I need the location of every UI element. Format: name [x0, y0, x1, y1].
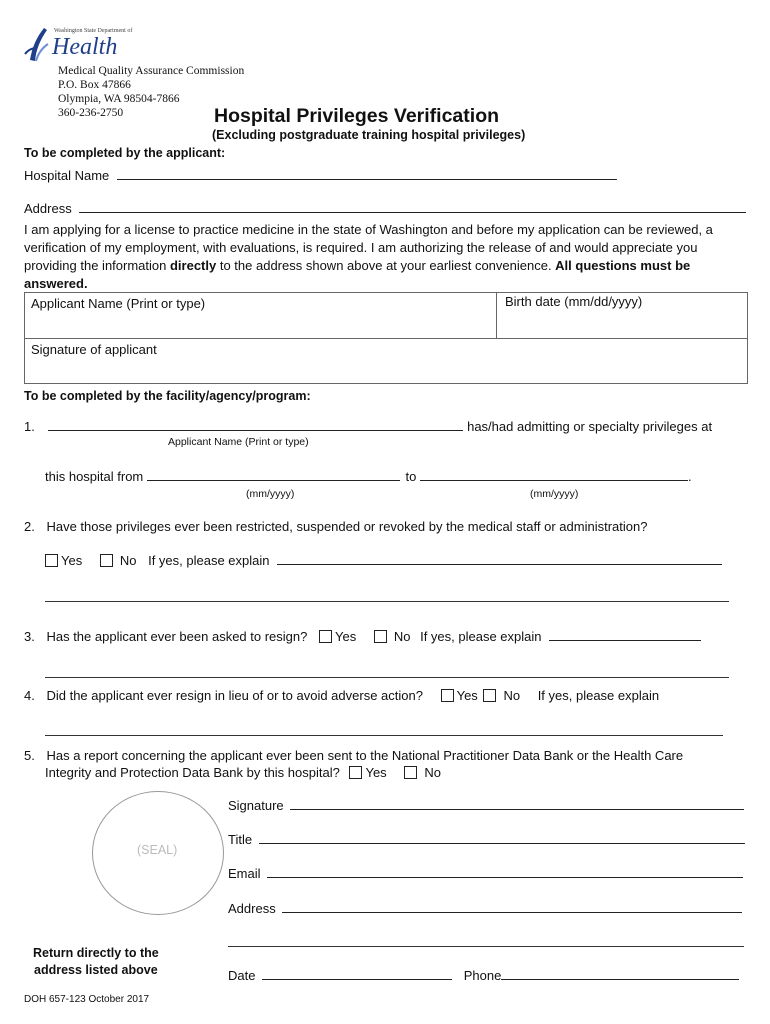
- q3-explain-line-2[interactable]: [45, 677, 729, 678]
- q2-yes-checkbox[interactable]: [45, 554, 58, 567]
- q3-explain-field[interactable]: [549, 639, 701, 641]
- date-field[interactable]: [262, 978, 452, 980]
- signoff-address-field[interactable]: [282, 911, 742, 913]
- org-city: Olympia, WA 98504-7866: [58, 93, 180, 105]
- form-id: DOH 657-123 October 2017: [24, 994, 150, 1005]
- address-field[interactable]: [79, 211, 746, 213]
- q1-from-hint: (mm/yyyy): [246, 488, 295, 500]
- paragraph-text-1: I am applying for a license to practice medicine in the state of Washington and before my application can be reviewed, a verification of my employment, with evaluations, is required. I am authorizing the release of and would appreciate you providing the information: [24, 222, 713, 273]
- paragraph-text-2: to the address shown above at your earliest convenience.: [216, 258, 556, 273]
- q5-number: 5.: [24, 748, 35, 763]
- q3-no-checkbox[interactable]: [374, 630, 387, 643]
- doh-logo: [22, 24, 132, 64]
- q3-number: 3.: [24, 629, 35, 644]
- q4-explain-line[interactable]: [45, 735, 723, 736]
- q2-if-yes-label: If yes, please explain: [148, 553, 270, 568]
- return-note-line-1: Return directly to the: [33, 946, 159, 960]
- q2-explain-field[interactable]: [277, 563, 722, 565]
- q2-number: 2.: [24, 519, 35, 534]
- q2-text: Have those privileges ever been restricted, suspended or revoked by the medical staff or administration?: [46, 519, 648, 534]
- question-3: [24, 629, 701, 644]
- q4-no-label: No: [503, 688, 521, 703]
- q4-no-checkbox[interactable]: [483, 689, 496, 702]
- q3-yes-label: Yes: [334, 629, 357, 644]
- return-note: [33, 945, 159, 979]
- email-label: Email: [228, 866, 261, 881]
- q2-answer-row: [45, 553, 722, 568]
- q3-yes-checkbox[interactable]: [319, 630, 332, 643]
- signature-row: [228, 798, 744, 813]
- health-logo-icon: [22, 24, 56, 64]
- question-2: [24, 519, 647, 534]
- signoff-address-label: Address: [228, 901, 276, 916]
- signature-label: Signature: [228, 798, 284, 813]
- q4-text: Did the applicant ever resign in lieu of or to avoid adverse action?: [46, 688, 423, 703]
- q5-no-checkbox[interactable]: [404, 766, 417, 779]
- q4-number: 4.: [24, 688, 35, 703]
- email-field[interactable]: [267, 876, 743, 878]
- q3-no-label: No: [393, 629, 411, 644]
- applicant-signature-field[interactable]: Signature of applicant: [31, 342, 157, 357]
- q1-sub-label: Applicant Name (Print or type): [168, 436, 309, 448]
- org-phone: 360-236-2750: [58, 107, 124, 119]
- hospital-name-label: Hospital Name: [24, 168, 110, 183]
- email-row: [228, 866, 743, 881]
- title-field[interactable]: [259, 842, 745, 844]
- hospital-name-row: [24, 168, 617, 183]
- box-divider-horizontal: [24, 338, 748, 339]
- paragraph-bold-all-questions: All questions must be answered.: [24, 258, 691, 291]
- q3-text: Has the applicant ever been asked to resign?: [46, 629, 308, 644]
- phone-field[interactable]: [501, 978, 739, 980]
- q4-yes-checkbox[interactable]: [441, 689, 454, 702]
- q1-text: has/had admitting or specialty privileges at: [467, 419, 713, 434]
- applicant-section-heading: To be completed by the applicant:: [24, 146, 226, 160]
- q1-from-date-field[interactable]: [147, 479, 400, 481]
- org-name: Medical Quality Assurance Commission: [58, 65, 245, 77]
- q1-applicant-name-field[interactable]: [48, 429, 463, 431]
- box-divider-vertical: [496, 292, 497, 338]
- logo-word: Health: [52, 34, 118, 60]
- phone-label: Phone: [463, 968, 502, 983]
- facility-section-heading: To be completed by the facility/agency/program:: [24, 389, 311, 403]
- title-label: Title: [228, 832, 253, 847]
- q3-if-yes-label: If yes, please explain: [420, 629, 542, 644]
- seal-label: (SEAL): [137, 843, 178, 857]
- question-5: [24, 747, 683, 781]
- q1-from-label: this hospital from: [45, 469, 144, 484]
- q1-date-row: [45, 469, 692, 484]
- birth-date-field[interactable]: Birth date (mm/dd/yyyy): [505, 294, 643, 309]
- signoff-address-line-2[interactable]: [228, 946, 744, 947]
- date-phone-row: [228, 968, 739, 983]
- address-row: [24, 201, 746, 216]
- q4-if-yes-label: If yes, please explain: [537, 688, 660, 703]
- signoff-address-row: [228, 901, 742, 916]
- q5-text-line-1: Has a report concerning the applicant ever been sent to the National Practitioner Data Bank or the Health Care: [46, 748, 684, 763]
- q5-yes-checkbox[interactable]: [349, 766, 362, 779]
- q5-text-line-2: Integrity and Protection Data Bank by this hospital?: [45, 765, 340, 780]
- q2-no-checkbox[interactable]: [100, 554, 113, 567]
- date-label: Date: [228, 968, 256, 983]
- hospital-name-field[interactable]: [117, 178, 617, 180]
- q1-number: 1.: [24, 419, 35, 434]
- page-title: Hospital Privileges Verification: [214, 105, 500, 127]
- org-po-box: P.O. Box 47866: [58, 79, 131, 91]
- applicant-name-field[interactable]: Applicant Name (Print or type): [31, 296, 206, 311]
- title-row: [228, 832, 745, 847]
- question-1: [24, 419, 712, 434]
- q1-period: .: [687, 469, 692, 484]
- page-subtitle: (Excluding postgraduate training hospital privileges): [212, 128, 526, 142]
- q4-yes-label: Yes: [456, 688, 478, 703]
- q1-to-hint: (mm/yyyy): [530, 488, 579, 500]
- paragraph-bold-directly: directly: [169, 258, 217, 273]
- q2-explain-line-2[interactable]: [45, 601, 729, 602]
- q2-yes-label: Yes: [61, 553, 83, 568]
- signature-field[interactable]: [290, 808, 744, 810]
- q1-to-label: to: [405, 469, 417, 484]
- q2-no-label: No: [119, 553, 137, 568]
- return-note-line-2: address listed above: [34, 963, 158, 977]
- q1-to-date-field[interactable]: [420, 479, 688, 481]
- question-4: [24, 688, 659, 703]
- address-label: Address: [24, 201, 72, 216]
- q5-no-label: No: [424, 765, 441, 780]
- q5-yes-label: Yes: [365, 765, 387, 780]
- logo-tagline: Washington State Department of: [54, 28, 133, 34]
- authorization-paragraph: [24, 221, 748, 293]
